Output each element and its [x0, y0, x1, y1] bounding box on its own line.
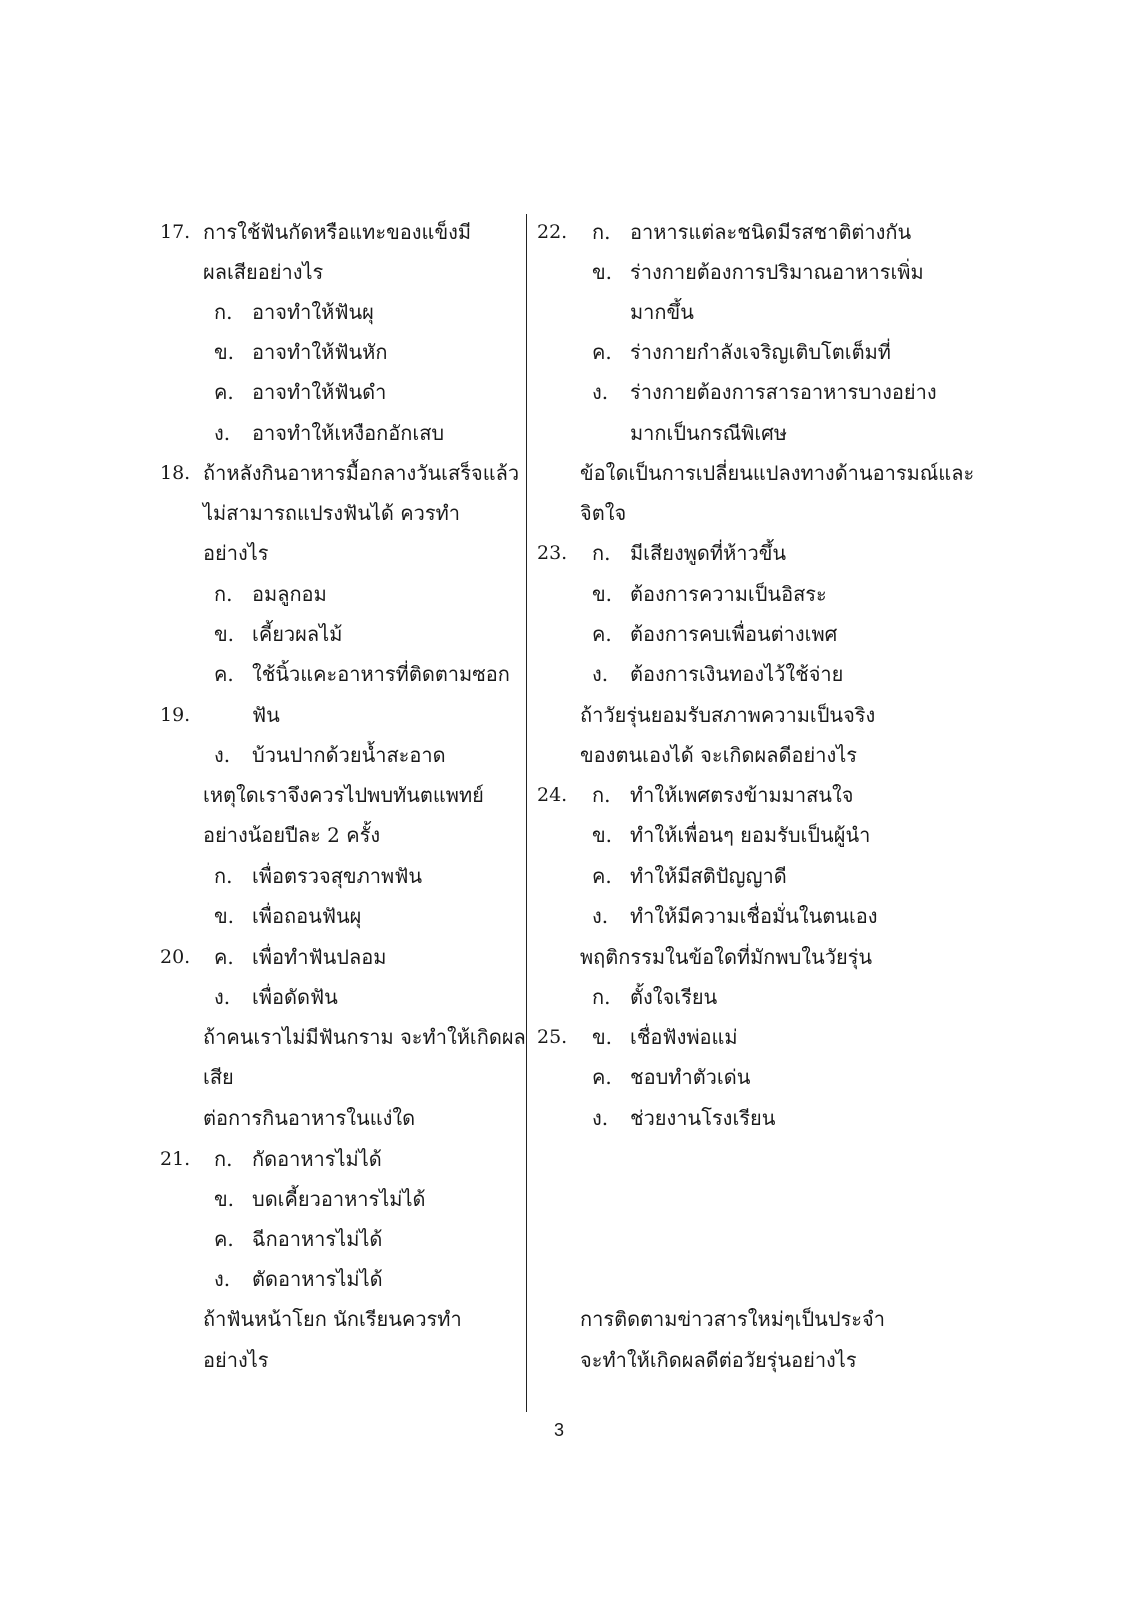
- q20-option-text-c: ฉีกอาหารไม่ได้: [252, 1227, 383, 1251]
- question-21-line-2: อย่างไร: [203, 1348, 269, 1372]
- q18-option-text-b: เคี้ยวผลไม้: [252, 622, 343, 646]
- q23-option-text-c: ทำให้มีสติปัญญาดี: [630, 864, 787, 888]
- question-22-line-1: ข้อใดเป็นการเปลี่ยนแปลงทางด้านอารมณ์และ: [580, 461, 975, 485]
- question-24-line-1: พฤติกรรมในข้อใดที่มักพบในวัยรุ่น: [580, 945, 873, 969]
- q19-option-letter-b: ข.: [214, 904, 235, 928]
- q19-option-text-c: เพื่อทำฟันปลอม: [252, 945, 387, 969]
- q22-option-letter-c: ค.: [592, 622, 612, 646]
- q18-option-letter-c: ค.: [214, 662, 234, 686]
- q24-option-text-a: ตั้งใจเรียน: [630, 985, 718, 1009]
- q19-option-letter-d: ง.: [214, 985, 231, 1009]
- q21-option-letter-c: ค.: [592, 340, 612, 364]
- q22-option-text-c: ต้องการคบเพื่อนต่างเพศ: [630, 622, 838, 646]
- question-21-line-1: ถ้าฟันหน้าโยก นักเรียนควรทำ: [203, 1307, 462, 1331]
- q24-option-letter-c: ค.: [592, 1065, 612, 1089]
- q20-option-text-d: ตัดอาหารไม่ได้: [252, 1267, 383, 1291]
- q19-option-text-d: เพื่อดัดฟัน: [252, 985, 338, 1009]
- q23-option-letter-a: ก.: [592, 783, 611, 807]
- q22-option-text-a: มีเสียงพูดที่ห้าวขึ้น: [630, 541, 787, 565]
- q18-option-letter-d: ง.: [214, 743, 231, 767]
- question-17-line-1: การใช้ฟันกัดหรือแทะของแข็งมี: [203, 220, 472, 244]
- question-25-line-2: จะทำให้เกิดผลดีต่อวัยรุ่นอย่างไร: [580, 1348, 857, 1372]
- question-number-17: 17.: [160, 221, 191, 243]
- q23-option-text-b: ทำให้เพื่อนๆ ยอมรับเป็นผู้นำ: [630, 823, 871, 847]
- q23-option-letter-b: ข.: [592, 823, 613, 847]
- q17-option-letter-c: ค.: [214, 380, 234, 404]
- q18-option-text-d: บ้วนปากด้วยน้ำสะอาด: [252, 743, 446, 767]
- q24-option-text-b: เชื่อฟังพ่อแม่: [630, 1025, 738, 1049]
- q19-option-letter-a: ก.: [214, 864, 233, 888]
- q17-option-letter-d: ง.: [214, 421, 231, 445]
- q18-option-c-continuation: ฟัน: [252, 703, 280, 727]
- q24-option-text-c: ชอบทำตัวเด่น: [630, 1065, 751, 1089]
- question-number-23: 23.: [537, 542, 568, 564]
- question-25-line-1: การติดตามข่าวสารใหม่ๆเป็นประจำ: [580, 1307, 885, 1331]
- question-18-line-2: ไม่สามารถแปรงฟันได้ ควรทำ: [203, 501, 461, 525]
- q17-option-text-b: อาจทำให้ฟันหัก: [252, 340, 388, 364]
- page-number: 3: [554, 1420, 565, 1440]
- question-number-24: 24.: [537, 784, 568, 806]
- q21-option-d-continuation: มากเป็นกรณีพิเศษ: [630, 421, 788, 445]
- question-number-21: 21.: [160, 1148, 191, 1170]
- question-number-18: 18.: [160, 462, 191, 484]
- q18-option-text-c: ใช้นิ้วแคะอาหารที่ติดตามซอก: [252, 662, 510, 686]
- q19-option-text-a: เพื่อตรวจสุขภาพฟัน: [252, 864, 423, 888]
- q23-option-text-a: ทำให้เพศตรงข้ามมาสนใจ: [630, 783, 854, 807]
- question-20-line-1: ถ้าคนเราไม่มีฟันกราม จะทำให้เกิดผล: [203, 1025, 526, 1049]
- question-18-line-3: อย่างไร: [203, 541, 269, 565]
- q22-option-letter-b: ข.: [592, 582, 613, 606]
- q21-option-letter-b: ข.: [592, 260, 613, 284]
- question-23-line-2: ของตนเองได้ จะเกิดผลดีอย่างไร: [580, 743, 858, 767]
- q23-option-text-d: ทำให้มีความเชื่อมั่นในตนเอง: [630, 904, 878, 928]
- question-20-line-2: เสีย: [203, 1065, 234, 1089]
- question-number-20: 20.: [160, 946, 191, 968]
- question-20-line-3: ต่อการกินอาหารในแง่ใด: [203, 1106, 416, 1130]
- question-19-line-2: อย่างน้อยปีละ 2 ครั้ง: [203, 823, 381, 847]
- q19-option-letter-c: ค.: [214, 945, 234, 969]
- q20-option-letter-b: ข.: [214, 1187, 235, 1211]
- q24-option-text-d: ช่วยงานโรงเรียน: [630, 1106, 776, 1130]
- q24-option-letter-d: ง.: [592, 1106, 609, 1130]
- q17-option-text-a: อาจทำให้ฟันผุ: [252, 300, 374, 324]
- q22-option-letter-d: ง.: [592, 662, 609, 686]
- q21-option-b-continuation: มากขึ้น: [630, 300, 694, 324]
- q20-option-text-b: บดเคี้ยวอาหารไม่ได้: [252, 1187, 426, 1211]
- question-number-19: 19.: [160, 704, 191, 726]
- q24-option-letter-a: ก.: [592, 985, 611, 1009]
- q22-option-text-d: ต้องการเงินทองไว้ใช้จ่าย: [630, 662, 844, 686]
- question-23-line-1: ถ้าวัยรุ่นยอมรับสภาพความเป็นจริง: [580, 703, 876, 727]
- question-number-25: 25.: [537, 1026, 568, 1048]
- q23-option-letter-c: ค.: [592, 864, 612, 888]
- question-19-line-1: เหตุใดเราจึงควรไปพบทันตแพทย์: [203, 783, 484, 807]
- q17-option-text-c: อาจทำให้ฟันดำ: [252, 380, 387, 404]
- q21-option-text-b: ร่างกายต้องการปริมาณอาหารเพิ่ม: [630, 260, 924, 284]
- q22-option-text-b: ต้องการความเป็นอิสระ: [630, 582, 827, 606]
- q20-option-text-a: กัดอาหารไม่ได้: [252, 1147, 382, 1171]
- q17-option-text-d: อาจทำให้เหงือกอักเสบ: [252, 421, 445, 445]
- q21-option-text-a: อาหารแต่ละชนิดมีรสชาติต่างกัน: [630, 220, 912, 244]
- q18-option-letter-b: ข.: [214, 622, 235, 646]
- q17-option-letter-a: ก.: [214, 300, 233, 324]
- q18-option-text-a: อมลูกอม: [252, 582, 327, 606]
- q21-option-text-d: ร่างกายต้องการสารอาหารบางอย่าง: [630, 380, 937, 404]
- question-22-line-2: จิตใจ: [580, 501, 627, 525]
- q24-option-letter-b: ข.: [592, 1025, 613, 1049]
- question-17-line-2: ผลเสียอย่างไร: [203, 260, 324, 284]
- q21-option-letter-a: ก.: [592, 220, 611, 244]
- q19-option-text-b: เพื่อถอนฟันผุ: [252, 904, 362, 928]
- q21-option-text-c: ร่างกายกำลังเจริญเติบโตเต็มที่: [630, 340, 891, 364]
- q17-option-letter-b: ข.: [214, 340, 235, 364]
- q22-option-letter-a: ก.: [592, 541, 611, 565]
- q20-option-letter-d: ง.: [214, 1267, 231, 1291]
- question-number-22: 22.: [537, 221, 568, 243]
- q20-option-letter-c: ค.: [214, 1227, 234, 1251]
- q23-option-letter-d: ง.: [592, 904, 609, 928]
- q18-option-letter-a: ก.: [214, 582, 233, 606]
- q21-option-letter-d: ง.: [592, 380, 609, 404]
- column-divider: [526, 214, 527, 1412]
- q20-option-letter-a: ก.: [214, 1147, 233, 1171]
- question-18-line-1: ถ้าหลังกินอาหารมื้อกลางวันเสร็จแล้ว: [203, 461, 520, 485]
